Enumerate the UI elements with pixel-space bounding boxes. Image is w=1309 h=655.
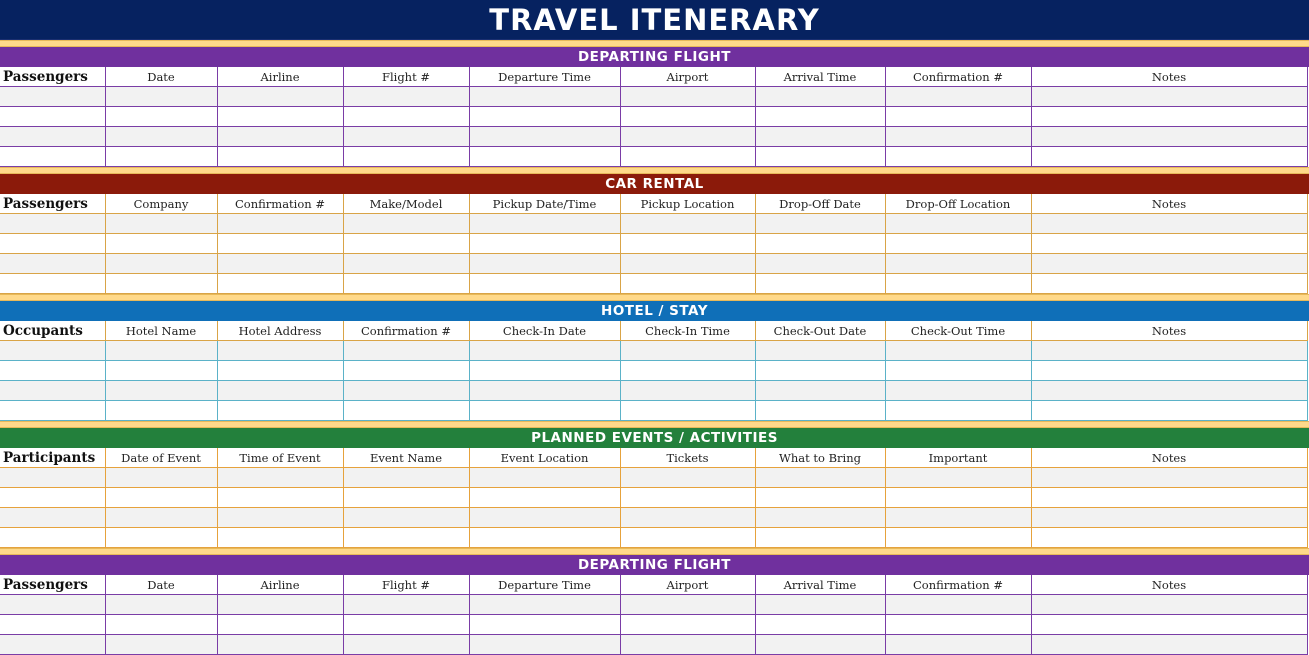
column-header: Check-Out Date — [755, 321, 885, 341]
cell[interactable] — [1031, 635, 1307, 655]
section-spacer — [0, 548, 1309, 555]
cell[interactable] — [343, 107, 469, 127]
cell[interactable] — [620, 468, 755, 488]
cell[interactable] — [217, 274, 343, 294]
cell[interactable] — [105, 381, 217, 401]
cell[interactable] — [217, 127, 343, 147]
column-header: Confirmation # — [885, 575, 1031, 595]
cell[interactable] — [217, 107, 343, 127]
departing-flight-table — [0, 575, 1308, 655]
cell[interactable] — [885, 274, 1031, 294]
cell[interactable] — [217, 341, 343, 361]
cell[interactable] — [469, 488, 620, 508]
cell[interactable] — [620, 254, 755, 274]
cell[interactable] — [343, 147, 469, 167]
cell[interactable] — [217, 508, 343, 528]
cell[interactable] — [1031, 488, 1307, 508]
cell[interactable] — [755, 488, 885, 508]
section-spacer — [0, 294, 1309, 301]
cell[interactable] — [620, 127, 755, 147]
cell[interactable] — [755, 147, 885, 167]
cell[interactable] — [620, 508, 755, 528]
cell[interactable] — [105, 107, 217, 127]
column-header: Confirmation # — [885, 67, 1031, 87]
column-header: Airline — [217, 575, 343, 595]
cell[interactable] — [755, 127, 885, 147]
table-row — [0, 107, 1307, 127]
cell[interactable] — [755, 595, 885, 615]
cell[interactable] — [1031, 87, 1307, 107]
column-header: Date of Event — [105, 448, 217, 468]
cell[interactable] — [343, 528, 469, 548]
cell[interactable] — [755, 508, 885, 528]
cell[interactable] — [469, 274, 620, 294]
table-header-row — [0, 67, 1307, 87]
cell[interactable] — [105, 528, 217, 548]
table-row — [0, 468, 1307, 488]
cell[interactable] — [885, 107, 1031, 127]
cell[interactable] — [105, 595, 217, 615]
column-header: Tickets — [620, 448, 755, 468]
section-spacer — [0, 40, 1309, 47]
cell[interactable] — [105, 214, 217, 234]
column-header: Event Name — [343, 448, 469, 468]
departing-flight-table — [0, 67, 1308, 167]
column-header: Event Location — [469, 448, 620, 468]
cell[interactable] — [1031, 127, 1307, 147]
column-header: Confirmation # — [217, 194, 343, 214]
cell[interactable] — [1031, 341, 1307, 361]
cell[interactable] — [343, 341, 469, 361]
table-row — [0, 401, 1307, 421]
section-heading-car-rental: CAR RENTAL — [0, 174, 1309, 194]
column-header: Airline — [217, 67, 343, 87]
cell[interactable] — [343, 274, 469, 294]
cell[interactable] — [620, 214, 755, 234]
cell[interactable] — [105, 147, 217, 167]
cell[interactable] — [1031, 254, 1307, 274]
cell[interactable] — [755, 615, 885, 635]
cell[interactable] — [885, 254, 1031, 274]
cell[interactable] — [105, 254, 217, 274]
cell[interactable] — [1031, 214, 1307, 234]
cell[interactable] — [217, 381, 343, 401]
column-header: Date — [105, 575, 217, 595]
cell[interactable] — [0, 508, 105, 528]
cell[interactable] — [620, 361, 755, 381]
cell[interactable] — [343, 127, 469, 147]
section-heading-departing-flight: DEPARTING FLIGHT — [0, 555, 1309, 575]
cell[interactable] — [885, 468, 1031, 488]
column-header: Hotel Name — [105, 321, 217, 341]
cell[interactable] — [217, 234, 343, 254]
table-row — [0, 381, 1307, 401]
cell[interactable] — [217, 468, 343, 488]
cell[interactable] — [0, 254, 105, 274]
cell[interactable] — [105, 508, 217, 528]
cell[interactable] — [755, 87, 885, 107]
cell[interactable] — [885, 508, 1031, 528]
column-header: Notes — [1031, 194, 1307, 214]
cell[interactable] — [217, 361, 343, 381]
cell[interactable] — [469, 341, 620, 361]
cell[interactable] — [1031, 107, 1307, 127]
column-header: Departure Time — [469, 67, 620, 87]
cell[interactable] — [105, 401, 217, 421]
cell[interactable] — [0, 341, 105, 361]
cell[interactable] — [343, 361, 469, 381]
column-header: Date — [105, 67, 217, 87]
cell[interactable] — [343, 508, 469, 528]
cell[interactable] — [0, 615, 105, 635]
cell[interactable] — [105, 87, 217, 107]
table-row — [0, 127, 1307, 147]
cell[interactable] — [885, 595, 1031, 615]
table-row — [0, 147, 1307, 167]
section-heading-departing-flight: DEPARTING FLIGHT — [0, 47, 1309, 67]
cell[interactable] — [105, 635, 217, 655]
cell[interactable] — [620, 381, 755, 401]
table-row — [0, 234, 1307, 254]
column-header: Airport — [620, 575, 755, 595]
cell[interactable] — [885, 401, 1031, 421]
cell[interactable] — [0, 147, 105, 167]
column-header: Arrival Time — [755, 67, 885, 87]
cell[interactable] — [217, 401, 343, 421]
table-row — [0, 274, 1307, 294]
cell[interactable] — [755, 107, 885, 127]
column-header: Make/Model — [343, 194, 469, 214]
cell[interactable] — [217, 528, 343, 548]
section-spacer — [0, 167, 1309, 174]
cell[interactable] — [469, 508, 620, 528]
cell[interactable] — [885, 127, 1031, 147]
cell[interactable] — [0, 127, 105, 147]
cell[interactable] — [1031, 615, 1307, 635]
cell[interactable] — [885, 234, 1031, 254]
cell[interactable] — [469, 595, 620, 615]
cell[interactable] — [755, 468, 885, 488]
cell[interactable] — [469, 147, 620, 167]
column-header: Confirmation # — [343, 321, 469, 341]
column-header: Participants — [0, 448, 105, 468]
column-header: Passengers — [0, 194, 105, 214]
column-header: Check-In Time — [620, 321, 755, 341]
cell[interactable] — [105, 234, 217, 254]
cell[interactable] — [343, 401, 469, 421]
cell[interactable] — [469, 615, 620, 635]
cell[interactable] — [343, 254, 469, 274]
table-row — [0, 214, 1307, 234]
cell[interactable] — [0, 361, 105, 381]
cell[interactable] — [0, 401, 105, 421]
cell[interactable] — [620, 615, 755, 635]
cell[interactable] — [885, 488, 1031, 508]
cell[interactable] — [0, 234, 105, 254]
cell[interactable] — [885, 341, 1031, 361]
cell[interactable] — [0, 488, 105, 508]
column-header: Check-In Date — [469, 321, 620, 341]
cell[interactable] — [105, 488, 217, 508]
cell[interactable] — [885, 615, 1031, 635]
column-header: Important — [885, 448, 1031, 468]
cell[interactable] — [620, 488, 755, 508]
column-header: Notes — [1031, 575, 1307, 595]
cell[interactable] — [755, 341, 885, 361]
cell[interactable] — [217, 595, 343, 615]
cell[interactable] — [885, 381, 1031, 401]
cell[interactable] — [343, 214, 469, 234]
column-header: Passengers — [0, 67, 105, 87]
cell[interactable] — [0, 468, 105, 488]
cell[interactable] — [1031, 274, 1307, 294]
cell[interactable] — [469, 127, 620, 147]
cell[interactable] — [469, 87, 620, 107]
cell[interactable] — [343, 87, 469, 107]
table-row — [0, 87, 1307, 107]
column-header: Airport — [620, 67, 755, 87]
cell[interactable] — [885, 635, 1031, 655]
column-header: What to Bring — [755, 448, 885, 468]
column-header: Notes — [1031, 448, 1307, 468]
cell[interactable] — [755, 401, 885, 421]
column-header: Flight # — [343, 575, 469, 595]
cell[interactable] — [343, 234, 469, 254]
cell[interactable] — [343, 488, 469, 508]
car-rental-table — [0, 194, 1308, 294]
cell[interactable] — [0, 107, 105, 127]
table-row — [0, 488, 1307, 508]
column-header: Company — [105, 194, 217, 214]
cell[interactable] — [1031, 508, 1307, 528]
column-header: Notes — [1031, 321, 1307, 341]
table-header-row — [0, 321, 1307, 341]
hotel-stay-table — [0, 321, 1308, 421]
column-header: Pickup Date/Time — [469, 194, 620, 214]
column-header: Hotel Address — [217, 321, 343, 341]
table-row — [0, 528, 1307, 548]
column-header: Drop-Off Location — [885, 194, 1031, 214]
cell[interactable] — [469, 234, 620, 254]
page-title: TRAVEL ITENERARY — [0, 0, 1309, 40]
cell[interactable] — [620, 401, 755, 421]
planned-events-table — [0, 448, 1308, 548]
cell[interactable] — [620, 234, 755, 254]
cell[interactable] — [217, 635, 343, 655]
cell[interactable] — [885, 361, 1031, 381]
cell[interactable] — [620, 528, 755, 548]
cell[interactable] — [105, 341, 217, 361]
cell[interactable] — [885, 147, 1031, 167]
cell[interactable] — [0, 595, 105, 615]
table-header-row — [0, 194, 1307, 214]
cell[interactable] — [885, 528, 1031, 548]
cell[interactable] — [0, 635, 105, 655]
cell[interactable] — [1031, 595, 1307, 615]
cell[interactable] — [217, 147, 343, 167]
table-row — [0, 361, 1307, 381]
cell[interactable] — [105, 361, 217, 381]
cell[interactable] — [1031, 147, 1307, 167]
cell[interactable] — [885, 87, 1031, 107]
cell[interactable] — [469, 107, 620, 127]
table-row — [0, 508, 1307, 528]
cell[interactable] — [217, 615, 343, 635]
cell[interactable] — [217, 254, 343, 274]
cell[interactable] — [755, 635, 885, 655]
table-row — [0, 635, 1307, 655]
cell[interactable] — [469, 401, 620, 421]
cell[interactable] — [755, 361, 885, 381]
cell[interactable] — [0, 274, 105, 294]
cell[interactable] — [1031, 528, 1307, 548]
table-row — [0, 341, 1307, 361]
section-heading-planned-events: PLANNED EVENTS / ACTIVITIES — [0, 428, 1309, 448]
cell[interactable] — [1031, 401, 1307, 421]
cell[interactable] — [343, 595, 469, 615]
column-header: Passengers — [0, 575, 105, 595]
cell[interactable] — [469, 254, 620, 274]
table-row — [0, 254, 1307, 274]
cell[interactable] — [343, 615, 469, 635]
cell[interactable] — [217, 214, 343, 234]
cell[interactable] — [755, 234, 885, 254]
cell[interactable] — [1031, 361, 1307, 381]
column-header: Notes — [1031, 67, 1307, 87]
cell[interactable] — [620, 147, 755, 167]
cell[interactable] — [105, 274, 217, 294]
cell[interactable] — [343, 468, 469, 488]
cell[interactable] — [755, 274, 885, 294]
cell[interactable] — [217, 488, 343, 508]
cell[interactable] — [0, 528, 105, 548]
table-row — [0, 615, 1307, 635]
table-header-row — [0, 448, 1307, 468]
cell[interactable] — [469, 635, 620, 655]
cell[interactable] — [0, 381, 105, 401]
cell[interactable] — [620, 274, 755, 294]
column-header: Check-Out Time — [885, 321, 1031, 341]
cell[interactable] — [343, 635, 469, 655]
table-header-row — [0, 575, 1307, 595]
cell[interactable] — [1031, 381, 1307, 401]
cell[interactable] — [885, 214, 1031, 234]
cell[interactable] — [620, 87, 755, 107]
cell[interactable] — [620, 107, 755, 127]
cell[interactable] — [469, 361, 620, 381]
column-header: Drop-Off Date — [755, 194, 885, 214]
cell[interactable] — [620, 341, 755, 361]
cell[interactable] — [343, 381, 469, 401]
cell[interactable] — [620, 635, 755, 655]
cell[interactable] — [105, 468, 217, 488]
column-header: Arrival Time — [755, 575, 885, 595]
cell[interactable] — [105, 615, 217, 635]
column-header: Departure Time — [469, 575, 620, 595]
cell[interactable] — [469, 214, 620, 234]
cell[interactable] — [469, 468, 620, 488]
cell[interactable] — [217, 87, 343, 107]
column-header: Pickup Location — [620, 194, 755, 214]
cell[interactable] — [755, 254, 885, 274]
cell[interactable] — [469, 528, 620, 548]
section-spacer — [0, 421, 1309, 428]
section-heading-hotel-stay: HOTEL / STAY — [0, 301, 1309, 321]
column-header: Time of Event — [217, 448, 343, 468]
column-header: Occupants — [0, 321, 105, 341]
cell[interactable] — [620, 595, 755, 615]
column-header: Flight # — [343, 67, 469, 87]
cell[interactable] — [1031, 468, 1307, 488]
cell[interactable] — [755, 381, 885, 401]
cell[interactable] — [105, 127, 217, 147]
cell[interactable] — [1031, 234, 1307, 254]
table-row — [0, 595, 1307, 615]
cell[interactable] — [755, 528, 885, 548]
cell[interactable] — [0, 214, 105, 234]
cell[interactable] — [0, 87, 105, 107]
cell[interactable] — [469, 381, 620, 401]
cell[interactable] — [755, 214, 885, 234]
